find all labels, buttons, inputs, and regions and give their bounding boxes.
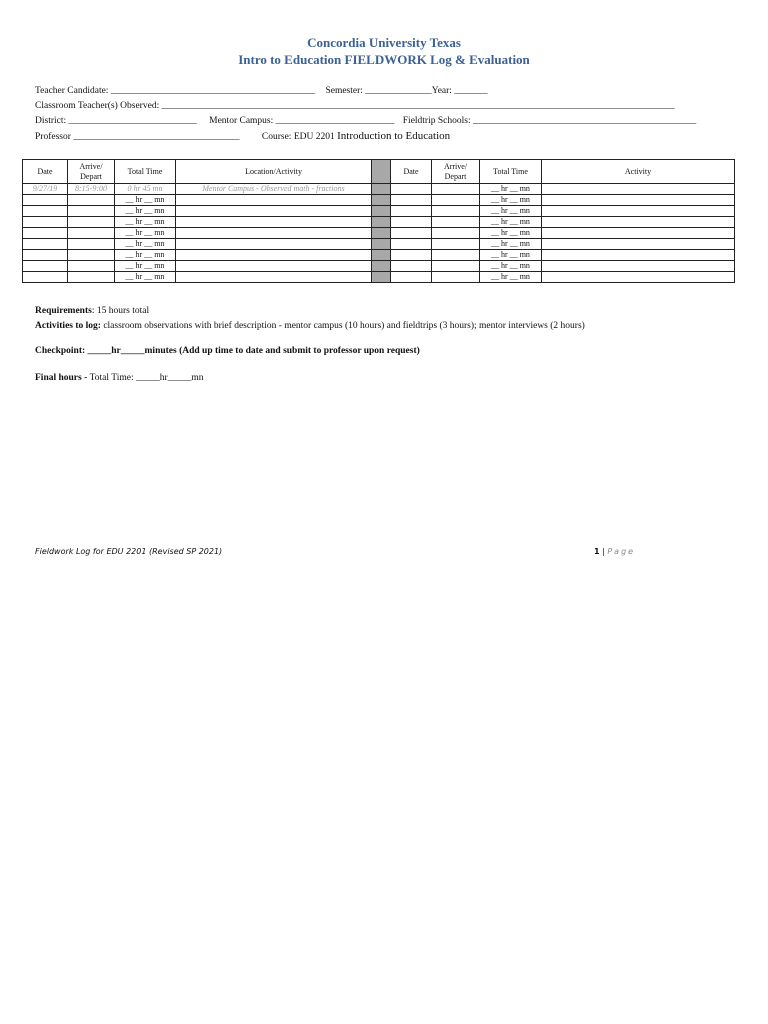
cell-arrive-depart-2[interactable]: [432, 261, 480, 272]
cell-arrive-depart[interactable]: [68, 195, 115, 206]
column-separator: [372, 272, 391, 283]
table-row: [23, 217, 735, 228]
cell-arrive-depart-2[interactable]: [432, 195, 480, 206]
field-row-classroom-teacher: [35, 99, 735, 114]
cell-location-activity[interactable]: [176, 272, 372, 283]
cell-date[interactable]: [23, 195, 68, 206]
page-label: Page: [607, 547, 636, 556]
cell-arrive-depart-2[interactable]: [432, 228, 480, 239]
teacher-candidate-field[interactable]: Teacher Candidate: ___________________________________________: [35, 86, 316, 96]
col-header-date-2: Date: [391, 160, 432, 184]
col-header-location-activity: Location/Activity: [176, 160, 372, 184]
cell-date: 9/27/19: [23, 184, 68, 195]
col-header-activity: Activity: [542, 160, 735, 184]
cell-arrive-depart[interactable]: [68, 261, 115, 272]
cell-arrive-depart[interactable]: [68, 239, 115, 250]
fieldwork-log-table: [22, 159, 735, 283]
cell-activity[interactable]: [542, 184, 735, 195]
cell-total-time[interactable]: __ hr __ mn: [115, 272, 176, 283]
column-separator: [372, 206, 391, 217]
table-row: [23, 228, 735, 239]
cell-activity[interactable]: [542, 195, 735, 206]
table-row: [23, 250, 735, 261]
cell-location-activity[interactable]: [176, 261, 372, 272]
cell-location-activity[interactable]: [176, 228, 372, 239]
field-row-professor: [35, 129, 735, 144]
cell-total-time[interactable]: __ hr __ mn: [115, 250, 176, 261]
course-name: Introduction to Education: [337, 130, 451, 142]
document-subtitle: Intro to Education FIELDWORK Log & Evaluation: [238, 52, 530, 67]
col-header-arrive-depart-2: Arrive/ Depart: [432, 160, 480, 184]
cell-date[interactable]: [23, 217, 68, 228]
cell-arrive-depart[interactable]: [68, 250, 115, 261]
table-row: [23, 195, 735, 206]
col-header-total-time-2: Total Time: [480, 160, 542, 184]
table-row: [23, 206, 735, 217]
footer-page-number: [594, 547, 635, 556]
cell-total-time-2[interactable]: __ hr __ mn: [480, 228, 542, 239]
field-row-district: [35, 114, 735, 129]
cell-total-time[interactable]: __ hr __ mn: [115, 261, 176, 272]
cell-total-time-2[interactable]: __ hr __ mn: [480, 217, 542, 228]
cell-activity[interactable]: [542, 206, 735, 217]
cell-date-2[interactable]: [391, 217, 432, 228]
district-field[interactable]: District: ___________________________: [35, 116, 197, 126]
activities-label: Activities to log:: [35, 321, 101, 331]
cell-date[interactable]: [23, 272, 68, 283]
footer-revision-note: Fieldwork Log for EDU 2201 (Revised SP 2021): [35, 547, 223, 556]
cell-arrive-depart[interactable]: [68, 228, 115, 239]
professor-field[interactable]: Professor ___________________________________: [35, 132, 240, 142]
final-hours-line: [35, 373, 204, 383]
cell-arrive-depart-2[interactable]: [432, 217, 480, 228]
cell-total-time-2[interactable]: __ hr __ mn: [480, 239, 542, 250]
fieldtrip-schools-field[interactable]: Fieldtrip Schools: _______________________________________________: [402, 116, 697, 126]
cell-date-2[interactable]: [391, 272, 432, 283]
cell-date-2[interactable]: [391, 184, 432, 195]
cell-date[interactable]: [23, 239, 68, 250]
cell-date-2[interactable]: [391, 228, 432, 239]
activities-value: classroom observations with brief description - mentor campus (10 hours) and fieldtrips (3 hours); mentor interviews (2 hours): [100, 321, 585, 331]
cell-total-time-2[interactable]: __ hr __ mn: [480, 250, 542, 261]
column-separator: [372, 261, 391, 272]
cell-location-activity[interactable]: [176, 239, 372, 250]
page-separator: |: [599, 547, 608, 556]
column-separator: [372, 160, 391, 184]
col-header-total-time: Total Time: [115, 160, 176, 184]
cell-date-2[interactable]: [391, 195, 432, 206]
column-separator: [372, 217, 391, 228]
col-header-date: Date: [23, 160, 68, 184]
table-header-row: [23, 160, 735, 184]
cell-location-activity[interactable]: [176, 217, 372, 228]
column-separator: [372, 195, 391, 206]
semester-year-field[interactable]: Semester: ______________Year: _______: [325, 86, 488, 96]
table-row: [23, 261, 735, 272]
cell-arrive-depart[interactable]: [68, 272, 115, 283]
mentor-campus-field[interactable]: Mentor Campus: _________________________: [209, 116, 395, 126]
cell-date-2[interactable]: [391, 206, 432, 217]
field-row-candidate: [35, 84, 735, 99]
cell-total-time[interactable]: __ hr __ mn: [115, 228, 176, 239]
cell-location-activity: Mentor Campus - Observed math - fractions: [176, 184, 372, 195]
document-title: Concordia University Texas: [307, 35, 461, 50]
cell-total-time[interactable]: __ hr __ mn: [115, 217, 176, 228]
final-hours-value: Total Time: _____hr_____mn: [89, 373, 204, 383]
candidate-info-fields: [35, 84, 735, 144]
column-separator: [372, 228, 391, 239]
cell-date[interactable]: [23, 206, 68, 217]
cell-total-time-2[interactable]: __ hr __ mn: [480, 184, 542, 195]
column-separator: [372, 184, 391, 195]
cell-activity[interactable]: [542, 272, 735, 283]
cell-activity[interactable]: [542, 261, 735, 272]
cell-arrive-depart-2[interactable]: [432, 272, 480, 283]
cell-arrive-depart[interactable]: [68, 217, 115, 228]
cell-date[interactable]: [23, 261, 68, 272]
cell-total-time-2[interactable]: __ hr __ mn: [480, 261, 542, 272]
cell-date-2[interactable]: [391, 239, 432, 250]
requirements-label: Requirements: [35, 306, 92, 316]
cell-location-activity[interactable]: [176, 250, 372, 261]
cell-total-time[interactable]: __ hr __ mn: [115, 239, 176, 250]
cell-date-2[interactable]: [391, 250, 432, 261]
cell-total-time[interactable]: __ hr __ mn: [115, 195, 176, 206]
cell-location-activity[interactable]: [176, 206, 372, 217]
course-label: Course: EDU 2201: [261, 132, 335, 142]
table-row-example: [23, 184, 735, 195]
cell-location-activity[interactable]: [176, 195, 372, 206]
cell-arrive-depart-2[interactable]: [432, 250, 480, 261]
cell-total-time: 0 hr 45 mn: [115, 184, 176, 195]
cell-activity[interactable]: [542, 239, 735, 250]
classroom-teacher-field[interactable]: Classroom Teacher(s) Observed: ____________________________________________________________________________________________________________: [35, 101, 675, 111]
column-separator: [372, 250, 391, 261]
cell-date[interactable]: [23, 250, 68, 261]
cell-activity[interactable]: [542, 250, 735, 261]
cell-arrive-depart[interactable]: [68, 206, 115, 217]
requirements-value: : 15 hours total: [91, 306, 150, 316]
cell-activity[interactable]: [542, 228, 735, 239]
cell-date[interactable]: [23, 228, 68, 239]
page-number: 1: [594, 547, 600, 556]
cell-total-time[interactable]: __ hr __ mn: [115, 206, 176, 217]
table-row: [23, 239, 735, 250]
cell-arrive-depart-2[interactable]: [432, 206, 480, 217]
checkpoint-line: Checkpoint: _____hr_____minutes (Add up time to date and submit to professor upon request): [35, 346, 420, 356]
column-separator: [372, 239, 391, 250]
col-header-arrive-depart: Arrive/ Depart: [68, 160, 115, 184]
cell-arrive-depart-2[interactable]: [432, 239, 480, 250]
activities-line: [35, 321, 585, 331]
cell-date-2[interactable]: [391, 261, 432, 272]
requirements-line: [35, 306, 149, 316]
cell-activity[interactable]: [542, 217, 735, 228]
cell-total-time-2[interactable]: __ hr __ mn: [480, 272, 542, 283]
table-row: [23, 272, 735, 283]
cell-total-time-2[interactable]: __ hr __ mn: [480, 195, 542, 206]
cell-arrive-depart: 8:15-9:00: [68, 184, 115, 195]
cell-total-time-2[interactable]: __ hr __ mn: [480, 206, 542, 217]
cell-arrive-depart-2[interactable]: [432, 184, 480, 195]
final-hours-label: Final hours -: [35, 373, 90, 383]
